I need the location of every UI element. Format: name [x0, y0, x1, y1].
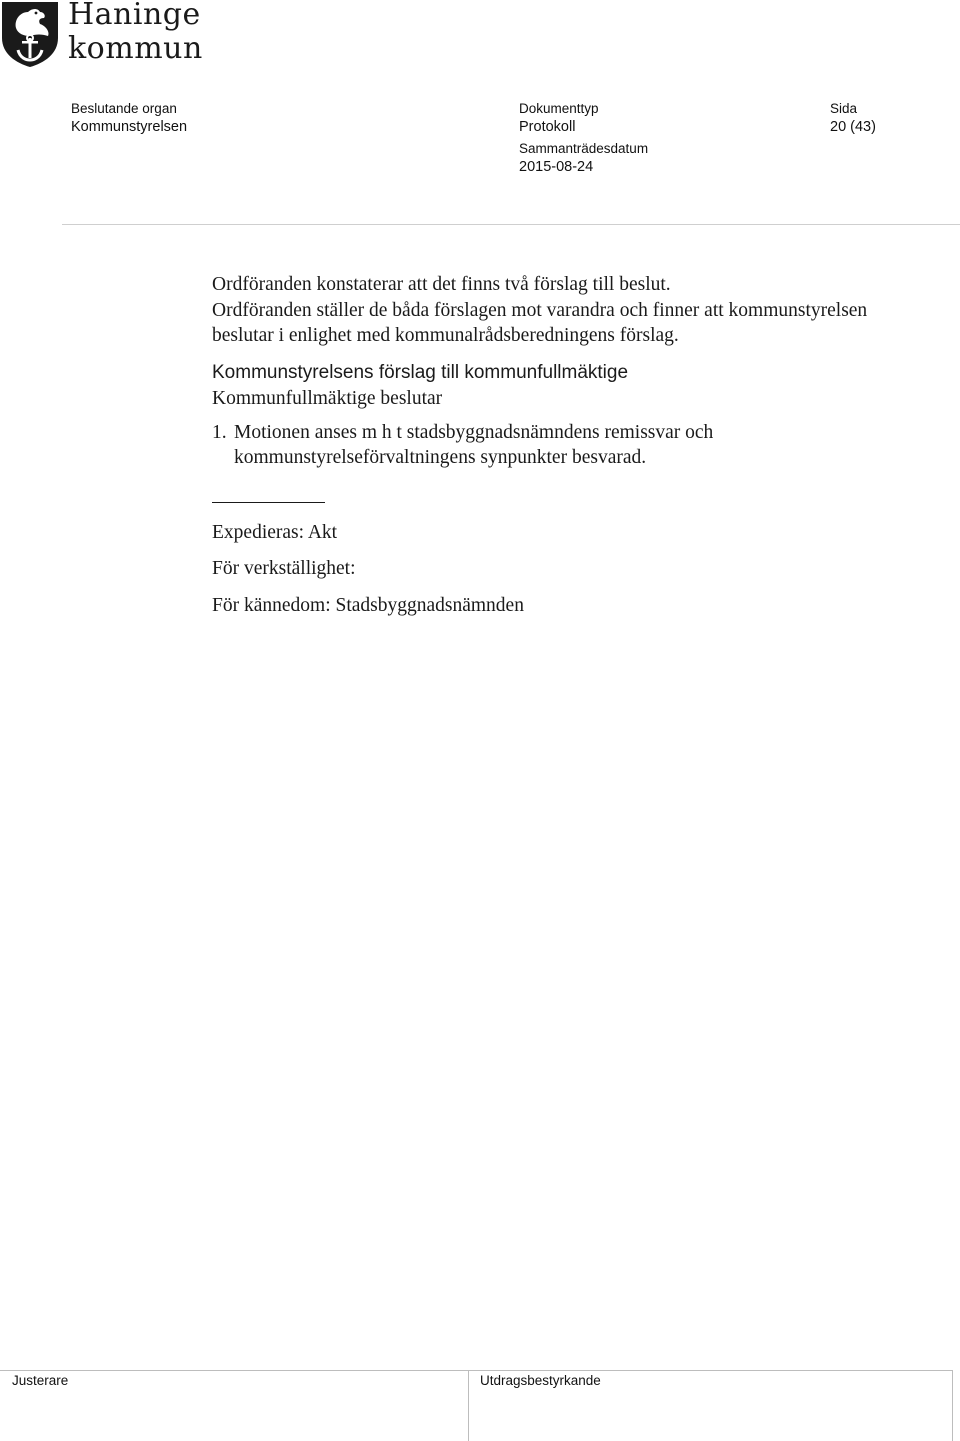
separator-line — [212, 502, 325, 503]
body-line-1: Ordföranden konstaterar att det finns två förslag till beslut. — [212, 274, 671, 295]
header-doctype — [519, 100, 599, 136]
header-organ — [71, 100, 187, 136]
signature-footer — [0, 1370, 953, 1441]
utdragsbestyrkande-label: Utdragsbestyrkande — [480, 1373, 601, 1388]
document-body — [212, 272, 932, 629]
page-value: 20 (43) — [830, 119, 876, 135]
coat-of-arms-bird-anchor-icon — [0, 0, 62, 68]
list-item — [212, 420, 932, 471]
expedieras-line: Expedieras: Akt — [212, 521, 338, 543]
organ-label: Beslutande organ — [71, 101, 177, 116]
logo-name-line2: kommun — [68, 31, 203, 66]
municipality-logo — [0, 0, 230, 72]
list-item-text: Motionen anses m h t stadsbyggnadsnämndens remissvar och kommunstyrelseförvaltningens synpunkter besvarad. — [234, 421, 714, 468]
section-subheading: Kommunfullmäktige beslutar — [212, 388, 443, 409]
page-label: Sida — [830, 101, 858, 116]
header-date — [519, 140, 648, 176]
doctype-value: Protokoll — [519, 119, 576, 135]
logo-name-line1: Haninge — [68, 0, 201, 32]
list-item-number: 1. — [212, 421, 227, 443]
verkstallighet-line: För verkställighet: — [212, 558, 356, 579]
doctype-label: Dokumenttyp — [519, 101, 599, 116]
date-value: 2015-08-24 — [519, 159, 594, 175]
kannedom-line: För kännedom: Stadsbyggnadsnämnden — [212, 594, 524, 616]
header-divider — [62, 224, 960, 225]
header-page — [830, 100, 876, 136]
organ-value: Kommunstyrelsen — [71, 119, 188, 135]
date-label: Sammanträdesdatum — [519, 141, 649, 156]
body-paragraph-2: Ordföranden ställer de båda förslagen mot varandra och finner att kommunstyrelsen beslutar i enlighet med kommunalrådsberedningens förslag. — [212, 299, 868, 346]
justerare-label: Justerare — [12, 1373, 69, 1388]
section-heading: Kommunstyrelsens förslag till kommunfullmäktige — [212, 361, 629, 383]
footer-divider — [468, 1371, 469, 1441]
